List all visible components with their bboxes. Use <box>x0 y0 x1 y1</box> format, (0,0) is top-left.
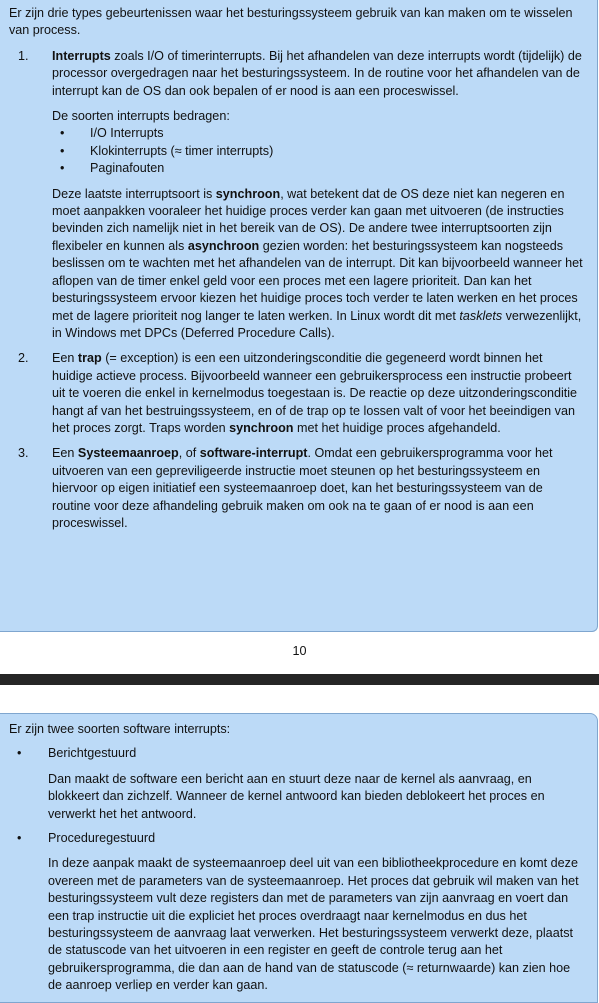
intro-paragraph: Er zijn drie types gebeurtenissen waar het besturingssysteem gebruik van kan maken om te wisselen van process. <box>9 6 573 38</box>
list-item-trap <box>9 350 583 437</box>
bullet: • <box>17 831 22 846</box>
list-item-body: Dan maakt de software een bericht aan en stuurt deze naar de kernel als aanvraag, en blokkeert dan zichzelf. Wanneer de kernel antwoord kan bieden deblokeert het proces en verwerkt het het antwoord. <box>48 771 545 821</box>
list-item: • Klokinterrupts (≈ timer interrupts) <box>60 143 274 158</box>
term-interrupts: Interrupts <box>52 48 111 63</box>
system-call-paragraph: Een Systeemaanroep, of software-interrupt. Omdat een gebruikersprogramma voor het uitvoeren van een gepreviligeerde instructie moet steunen op het besturingssysteem en hiervoor op eigen initiatief een systeemaanroep doet, kan het besturingssysteem van de routine voor deze afhandeling gebruik maken om ook na te gaan of er nood is aan een proceswissel. <box>52 446 553 530</box>
trap-paragraph: Een trap (= exception) is een een uitzonderingsconditie die gegeneerd wordt binnen het huidige actieve process. Bijvoorbeeld wanneer een gebruikersprocess een instructie probeert uit te voeren die enkel in kernelmodus toegestaan is. De reactie op deze uitzonderingsconditie hangt af van het bestruingssysteem, en of de trap op te lossen valt of voor het beeindigen van het proces zorgt. Traps worden synchroon met het huidige proces afgehandeld. <box>52 351 578 435</box>
list-item-interrupts <box>9 48 583 343</box>
callout-box-software-interrupts <box>0 713 598 1003</box>
synchronous-explanation: Deze laatste interruptsoort is synchroon, wat betekent dat de OS deze niet kan negeren en moet aanpakken vooraleer het huidige proces verder kan gaan met uitvoeren (de instructies bevinden zich namelijk niet in het bereik van de OS). De andere twee interruptsoorten zijn flexibeler en kunnen als asynchroon gezien worden: het besturingssysteem kan nogsteeds beslissen om te wachten met het afhandelen van de interrupt. Dit kan bijvoorbeeld wanneer het aflopen van de timer enkel geld voor een proces met een lagere prioriteit. Dan kan het besturingssysteem ervoor kiezen het huidige proces toch verder te laten werken en het proces met de lagere prioriteit nog langer te laten werken. In Linux wordt dit met tasklets verwezenlijkt, in Windows met DPCs (Deferred Procedure Calls). <box>52 186 583 340</box>
list-item: • I/O Interrupts <box>60 126 164 141</box>
list-item: • Paginafouten <box>60 161 165 176</box>
interrupts-paragraph: Interrupts zoals I/O of timerinterrupts. Bij het afhandelen van deze interrupts wordt (tijdelijk) de processor overgedragen naar het besturingssysteem. In de routine voor het afhandelen van de interrupt kan de OS dan ook bepalen of er nood is aan een proceswissel. <box>52 48 582 98</box>
page-separator <box>0 674 599 685</box>
intro-paragraph: Er zijn twee soorten software interrupts: <box>9 722 231 736</box>
list-item-title: Berichtgestuurd <box>48 746 137 761</box>
list-item-message-driven <box>9 745 583 823</box>
list-item-system-call <box>9 445 583 532</box>
interrupt-kinds-list <box>52 125 583 177</box>
list-item-title: Proceduregestuurd <box>48 831 156 846</box>
bullet: • <box>17 746 22 761</box>
list-item-procedure-driven <box>9 830 583 995</box>
list-number: 1. <box>18 48 29 63</box>
page-number: 10 <box>292 644 307 658</box>
list-item-body: In deze aanpak maakt de systeemaanroep deel uit van een bibliotheekprocedure en komt deze overeen met de parameters van de systeemaanroep. Het proces dat gebruik wil maken van het besturingssysteem vult deze registers dan met de parameters van zijn aanvraag en voert dan een trap instructie uit die expliciet het proces overdraagt naar kernelmodus en dus het besturingssysteem de aanvraag laat verwerken. Het besturingssysteem verwerkt deze, plaatst de statuscode van het uitvoeren in een register en geeft de controle terug aan het gebruikersprogramma, die dan aan de hand van de statuscode (≈ returnwaarde) kan zien hoe de aanroep verliep en verder kan gaan. <box>48 856 579 993</box>
list-number: 2. <box>18 351 29 366</box>
list-number: 3. <box>18 446 29 461</box>
interrupt-kinds-intro: De soorten interrupts bedragen: <box>52 109 230 124</box>
